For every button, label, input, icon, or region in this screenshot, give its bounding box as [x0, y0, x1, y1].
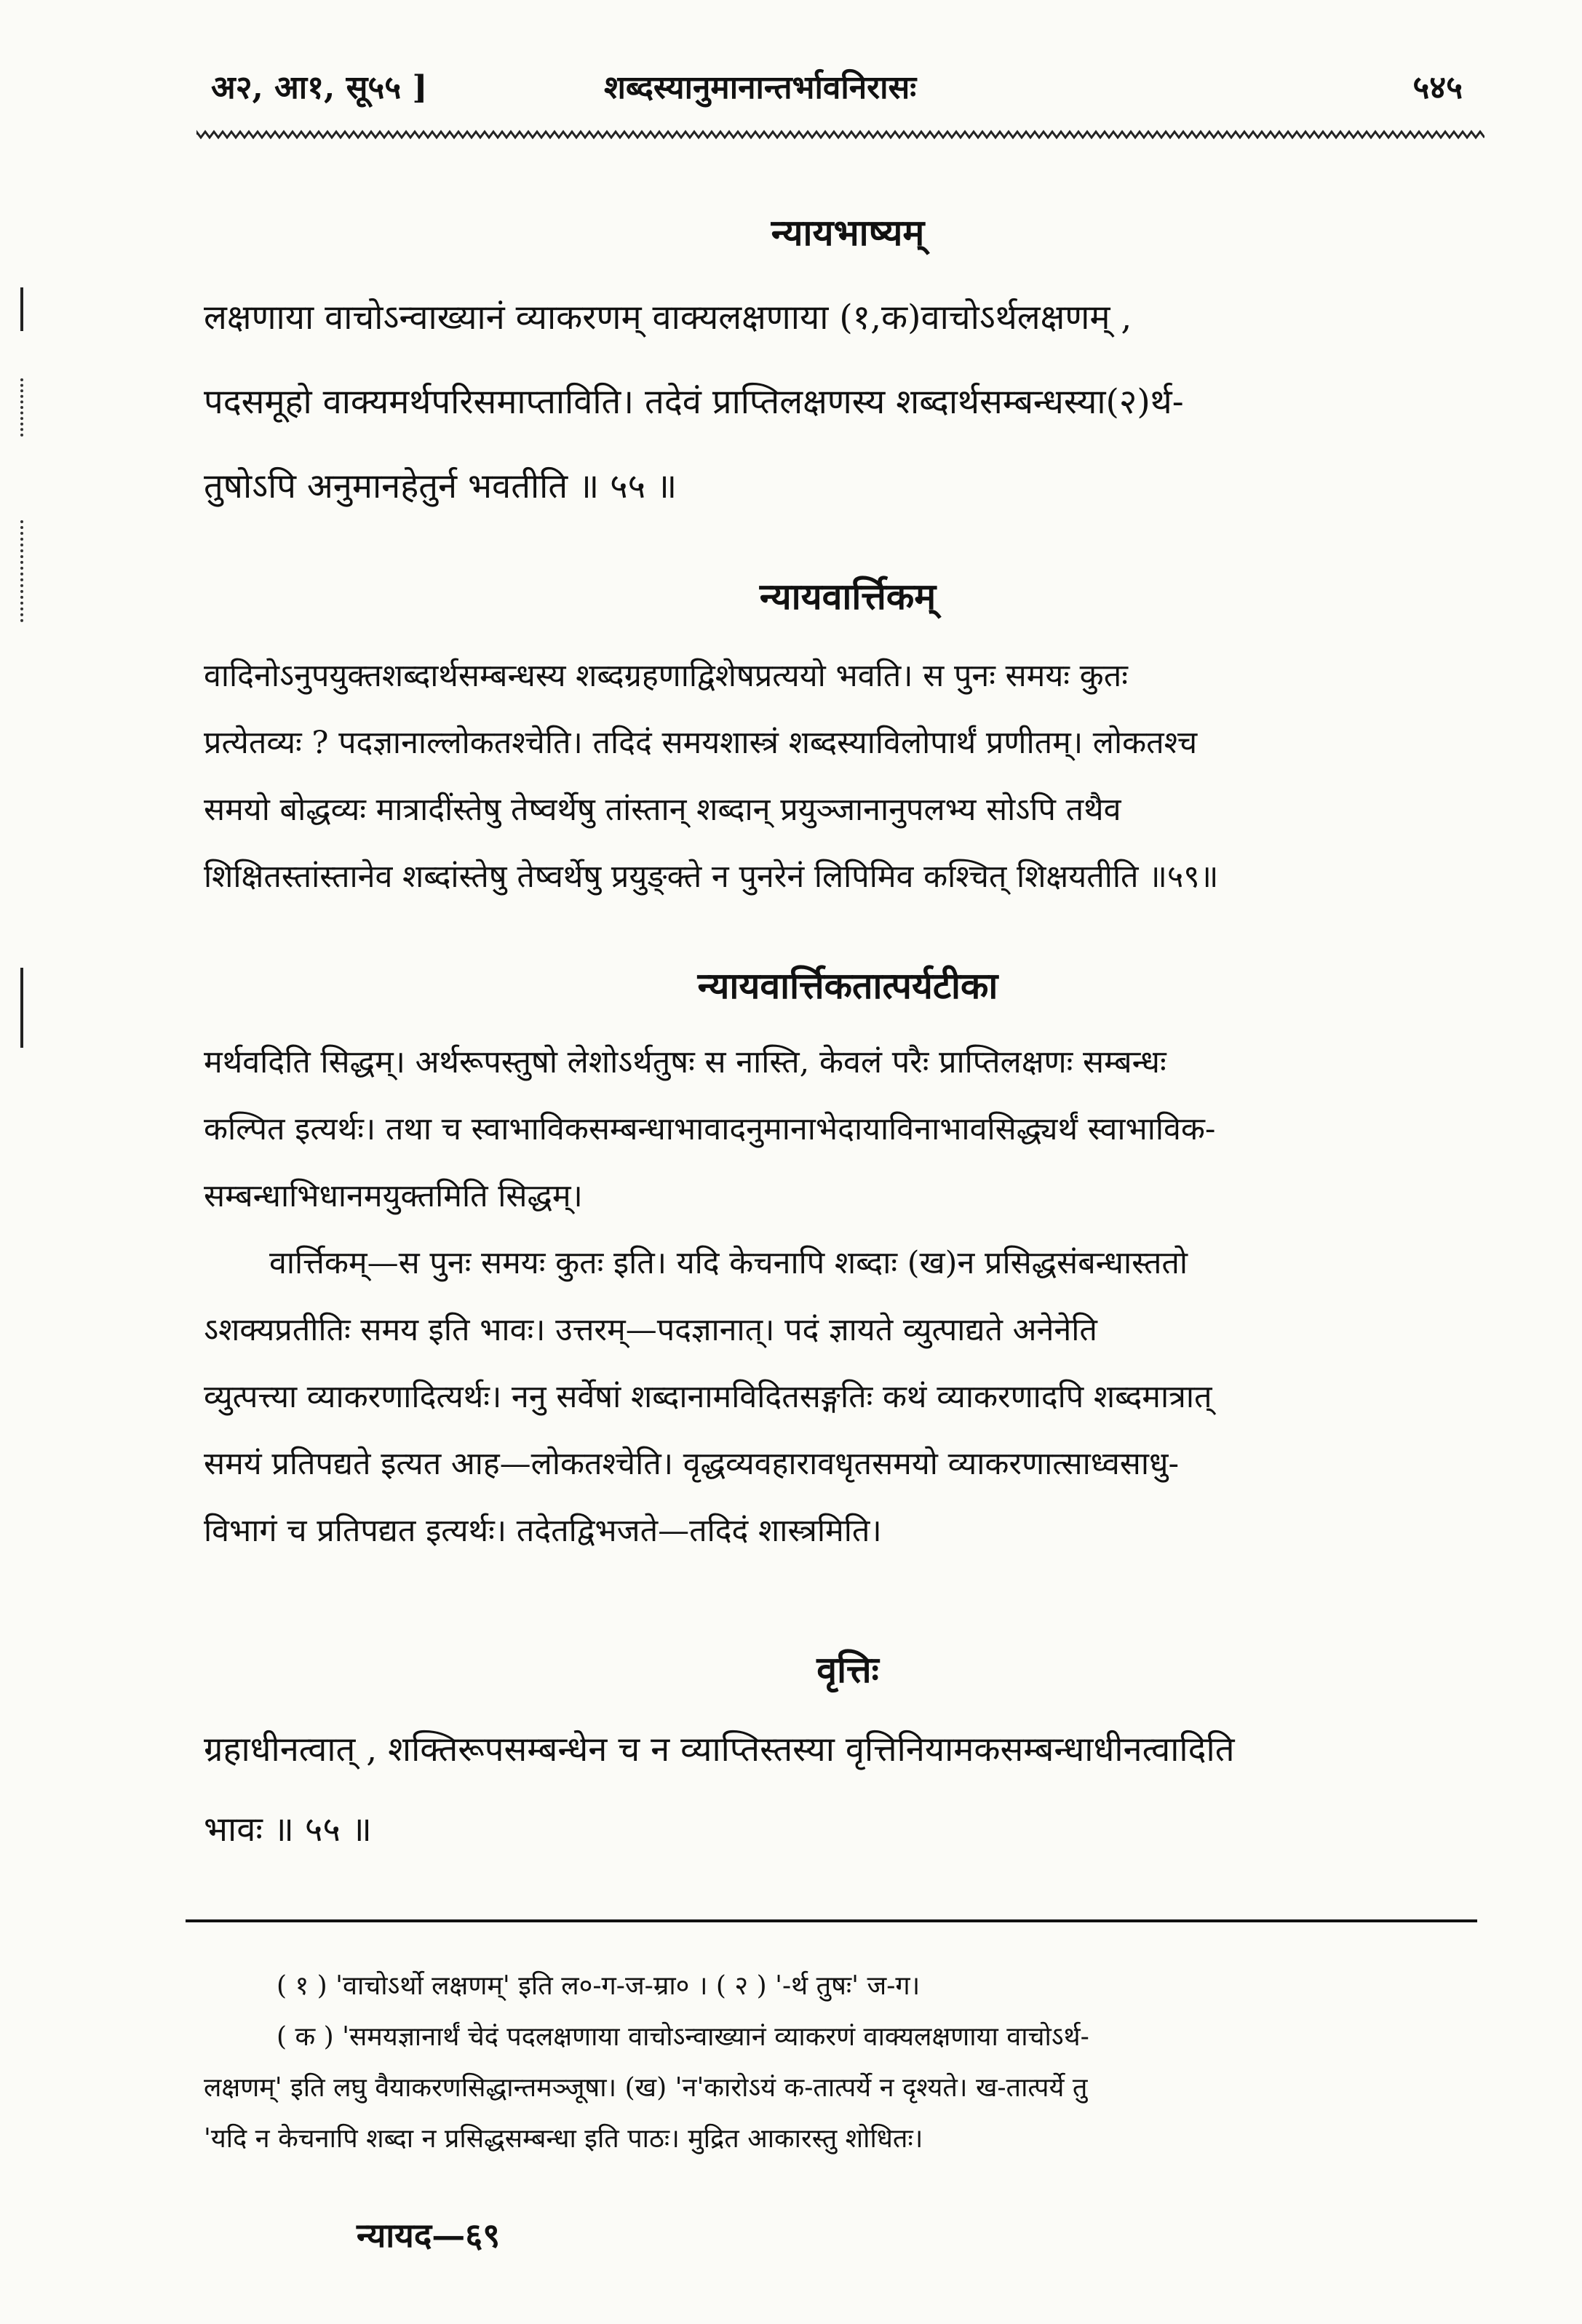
footnote: 'यदि न केचनापि शब्दा न प्रसिद्धसम्बन्धा इति पाठः। मुद्रित आकारस्तु शोधितः।: [204, 2124, 923, 2154]
margin-mark: [20, 968, 23, 1048]
text-line: सम्बन्धाभिधानमयुक्तमिति सिद्धम्।: [204, 1178, 583, 1214]
text-line: ऽशक्यप्रतीतिः समय इति भावः। उत्तरम्—पदज्ञानात्। पदं ज्ञायते व्युत्पाद्यते अनेनेति: [204, 1312, 1097, 1348]
text-line: लक्षणाया वाचोऽन्वाख्यानं व्याकरणम् वाक्यलक्षणाया (१,क)वाचोऽर्थलक्षणम् ,: [204, 298, 1132, 338]
section-vritti: [204, 1644, 1492, 1870]
footnote: लक्षणम्' इति लघु वैयाकरणसिद्धान्तमञ्जूषा। (ख) 'न'कारोऽयं क-तात्पर्ये न दृश्यते। ख-तात्पर्ये तु: [204, 2073, 1088, 2103]
text-line: समयं प्रतिपद्यते इत्यत आह—लोकतश्चेति। वृद्धव्यवहारावधृतसमयो व्याकरणात्साध्वसाधु-: [204, 1446, 1179, 1482]
section-heading: वृत्तिः: [816, 1648, 879, 1691]
text-line: पदसमूहो वाक्यमर्थपरिसमाप्ताविति। तदेवं प्राप्तिलक्षणस्य शब्दार्थसम्बन्धस्या(२)र्थ-: [204, 382, 1184, 422]
footnote-divider: [186, 1919, 1477, 1922]
section-nyayabhashya: [204, 207, 1492, 529]
text-line: व्युत्पत्त्या व्याकरणादित्यर्थः। ननु सर्वेषां शब्दानामविदितसङ्गतिः कथं व्याकरणादपि शब्दमात्रात्: [204, 1379, 1212, 1415]
header-section-ref: अ२, आ१, सू५५ ]: [211, 69, 428, 106]
signature-mark: न्यायद—६९: [357, 2216, 501, 2255]
header-title: शब्दस्यानुमानान्तर्भावनिरासः: [604, 69, 917, 106]
wavy-divider: [196, 124, 1484, 146]
text-line: ग्रहाधीनत्वात् , शक्तिरूपसम्बन्धेन च न व्याप्तिस्तस्या वृत्तिनियामकसम्बन्धाधीनत्वादिति: [204, 1730, 1235, 1770]
text-line: तुषोऽपि अनुमानहेतुर्न भवतीति ॥ ५५ ॥: [204, 466, 677, 506]
section-tatparyatika: [204, 960, 1492, 1564]
text-line: मर्थवदिति सिद्धम्। अर्थरूपस्तुषो लेशोऽर्थतुषः स नास्ति, केवलं परैः प्राप्तिलक्षणः सम्बन्धः: [204, 1044, 1166, 1081]
running-header: [196, 64, 1492, 122]
text-line: कल्पित इत्यर्थः। तथा च स्वाभाविकसम्बन्धाभावादनुमानाभेदायाविनाभावसिद्ध्यर्थं स्वाभाविक-: [204, 1111, 1216, 1147]
margin-dots: [20, 378, 23, 437]
text-line: भावः ॥ ५५ ॥: [204, 1810, 372, 1850]
text-line: समयो बोद्धव्यः मात्रादींस्तेषु तेष्वर्थेषु तांस्तान् शब्दान् प्रयुञ्जानानुपलभ्य सोऽपि तथैव: [204, 792, 1121, 828]
page-number: ५४५: [1412, 69, 1463, 106]
section-nyayavarttika: [204, 571, 1492, 910]
text-line: वार्त्तिकम्—स पुनः समयः कुतः इति। यदि केचनापि शब्दाः (ख)न प्रसिद्धसंबन्धास्ततो: [269, 1245, 1188, 1281]
footnote: ( १ ) 'वाचोऽर्थो लक्षणम्' इति ल०-ग-ज-म्रा० । ( २ ) '-र्थ तुषः' ज-ग।: [277, 1971, 921, 2001]
section-heading: न्यायभाष्यम्: [771, 211, 925, 254]
section-heading: न्यायवार्त्तिकतात्पर्यटीका: [697, 964, 998, 1007]
footnote: ( क ) 'समयज्ञानार्थं चेदं पदलक्षणाया वाचोऽन्वाख्यानं व्याकरणं वाक्यलक्षणाया वाचोऽर्थ-: [277, 2022, 1089, 2052]
text-line: वादिनोऽनुपयुक्तशब्दार्थसम्बन्धस्य शब्दग्रहणाद्विशेषप्रत्ययो भवति। स पुनः समयः कुतः: [204, 658, 1128, 694]
text-line: विभागं च प्रतिपद्यत इत्यर्थः। तदेतद्विभजते—तदिदं शास्त्रमिति।: [204, 1513, 882, 1549]
margin-dots: [20, 520, 23, 622]
text-line: प्रत्येतव्यः ? पदज्ञानाल्लोकतश्चेति। तदिदं समयशास्त्रं शब्दस्याविलोपार्थं प्रणीतम्। लोकतश्च: [204, 725, 1198, 761]
text-line: शिक्षितस्तांस्तानेव शब्दांस्तेषु तेष्वर्थेषु प्रयुङ्क्ते न पुनरेनं लिपिमिव कश्चित् शिक्षयतीति ॥५९॥: [204, 859, 1219, 895]
section-heading: न्यायवार्त्तिकम्: [759, 575, 937, 618]
margin-mark: [20, 287, 23, 331]
footnotes: [204, 1961, 1492, 2165]
